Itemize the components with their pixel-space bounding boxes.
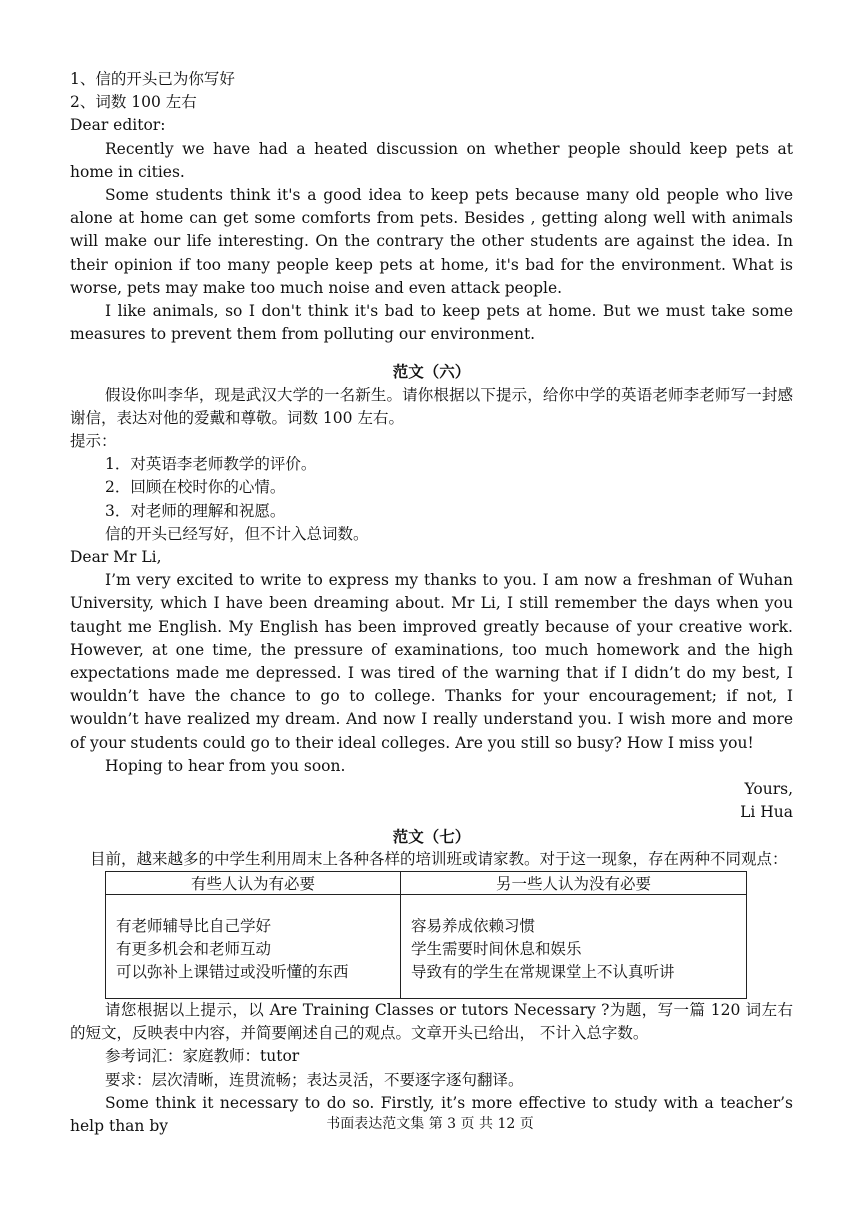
sample7-prompt: 目前，越来越多的中学生利用周末上各种各样的培训班或请家教。对于这一现象，存在两种不同观点： <box>90 849 788 868</box>
sample6-hint: 1．对英语李老师教学的评价。 <box>105 455 317 474</box>
instruction-line-1: 1、信的开头已为你写好 <box>70 70 235 88</box>
sample7-requirement: 要求：层次清晰，连贯流畅；表达灵活，不要逐字逐句翻译。 <box>105 1070 524 1089</box>
letter1-greeting: Dear editor: <box>70 116 166 135</box>
sample7-essay-start: Some think it necessary to do so. Firstly, it’s more effective to study with a teacher’s help than by <box>70 1093 793 1135</box>
sample6-greeting: Dear Mr Li, <box>70 548 162 567</box>
sample6-body: I’m very excited to write to express my thanks to you. I am now a freshman of Wuhan University, which I have been dreaming about. Mr Li, I still remember the days when you taught me English. My English has been improved greatly because of your creative work. However, at one time, the pressure of examinations, too much homework and the high expectations made me depressed. I was tired of the warning that if I didn’t do my best, I wouldn’t have the chance to go to college. Thanks for your encouragement; if not, I wouldn’t have realized my dream. And now I really understand you. I wish more and more of your students could go to their ideal colleges. Are you still so busy? How I miss you! <box>70 571 793 752</box>
for-point: 有老师辅导比自己学好 <box>116 916 272 935</box>
letter1-paragraph: Some students think it's a good idea to keep pets because many old people who live alone at home can get some comforts from pets. Besides , getting along well with animals will make our life interesting. On the contrary the other students are against the idea. In their opinion if too many people keep pets at home, it's bad for the environment. What is worse, pets may make too much noise and even attack people. <box>70 186 793 297</box>
sample6-signature: Li Hua <box>740 803 793 822</box>
sample7-instruction: 请您根据以上提示，以 Are Training Classes or tutors Necessary ?为题，写一篇 120 词左右的短文，反映表中内容，并简要阐述自己的观点。文章开头已给出， 不计入总字数。 <box>70 1000 793 1043</box>
sample6-note: 信的开头已经写好，但不计入总词数。 <box>105 524 369 543</box>
sample6-closing: Hoping to hear from you soon. <box>105 756 346 775</box>
table-header-against: 另一些人认为没有必要 <box>401 871 747 894</box>
against-point: 学生需要时间休息和娱乐 <box>411 939 582 958</box>
against-point: 容易养成依赖习惯 <box>411 916 536 935</box>
instruction-line-2: 2、词数 100 左右 <box>70 93 197 112</box>
letter1-paragraph: I like animals, so I don't think it's bad to keep pets at home. But we must take some measures to prevent them from polluting our environment. <box>70 302 793 344</box>
table-header-for: 有些人认为有必要 <box>106 871 401 894</box>
table-cell-for <box>106 894 401 998</box>
opinion-table <box>105 871 747 999</box>
table-cell-against <box>401 894 747 998</box>
sample6-signoff: Yours, <box>744 780 793 799</box>
sample6-hint: 2．回顾在校时你的心情。 <box>105 478 286 497</box>
document-page <box>70 68 793 1138</box>
sample7-vocab: 参考词汇：家庭教师：tutor <box>105 1047 300 1066</box>
letter1-paragraph: Recently we have had a heated discussion on whether people should keep pets at home in cities. <box>70 139 793 181</box>
sample6-prompt: 假设你叫李华，现是武汉大学的一名新生。请你根据以下提示，给你中学的英语老师李老师写一封感谢信，表达对他的爱戴和尊敬。词数 100 左右。 <box>70 385 793 427</box>
for-point: 有更多机会和老师互动 <box>116 939 272 958</box>
sample6-hint: 3．对老师的理解和祝愿。 <box>105 501 286 520</box>
sample6-hints-label: 提示： <box>70 432 117 451</box>
page-footer: 书面表达范文集 第 3 页 共 12 页 <box>326 1116 534 1132</box>
sample7-title: 范文（七） <box>392 826 471 846</box>
against-point: 导致有的学生在常规课堂上不认真听讲 <box>411 962 675 981</box>
sample6-title: 范文（六） <box>392 362 471 382</box>
for-point: 可以弥补上课错过或没听懂的东西 <box>116 962 349 981</box>
